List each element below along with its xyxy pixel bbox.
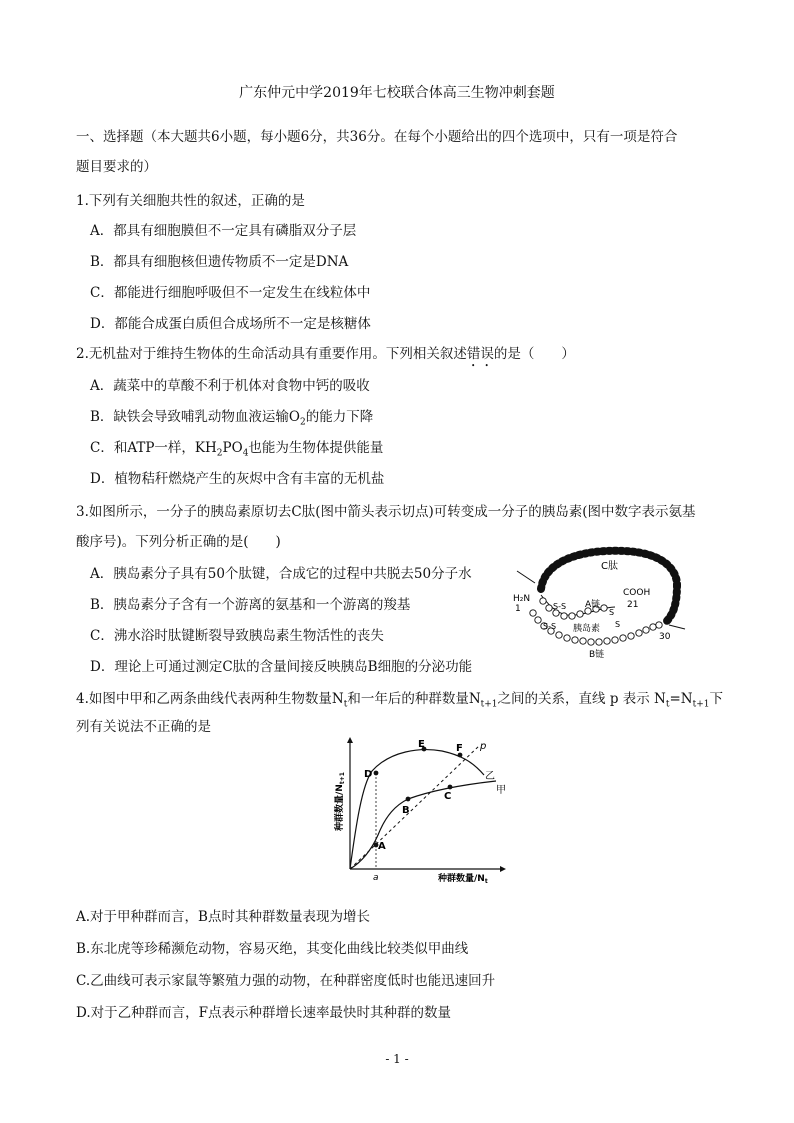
q2-stem xyxy=(76,345,575,370)
label-a-chain: A链 xyxy=(585,600,601,610)
q4-stem-sub4: t+1 xyxy=(692,699,710,710)
q2-stem-pre: 2.无机盐对于维持生物体的生命活动具有重要作用。下列相关叙述 xyxy=(76,346,467,362)
cut-arrow-left xyxy=(517,571,535,583)
label-b-chain: B链 xyxy=(589,650,605,660)
x-axis-label xyxy=(437,872,488,885)
label-curve-jia: 甲 xyxy=(496,785,506,796)
label-cooh: COOH xyxy=(623,588,651,598)
q4-option-d: D.对于乙种群而言，F点表示种群增长速率最快时其种群的数量 xyxy=(76,1005,451,1021)
cut-arrow-right xyxy=(669,625,685,629)
population-figure xyxy=(320,735,510,885)
q3-option-c: C．沸水浴时肽键断裂导致胰岛素生物活性的丧失 xyxy=(90,628,384,644)
x-axis-label-text: 种群数量/N xyxy=(438,874,485,884)
q1-option-c: C．都能进行细胞呼吸但不一定发生在线粒体中 xyxy=(90,285,371,301)
q3-option-b: B．胰岛素分子含有一个游离的氨基和一个游离的羧基 xyxy=(90,597,411,613)
q3-option-a: A．胰岛素分子具有50个肽键，合成它的过程中共脱去50分子水 xyxy=(90,566,472,582)
point-d xyxy=(374,771,379,776)
q2-option-a: A．蔬菜中的草酸不利于机体对食物中钙的吸收 xyxy=(90,378,370,394)
q4-stem-mid3: =N xyxy=(669,691,693,707)
q3-stem-line1: 3.如图所示，一分子的胰岛素原切去C肽(图中箭头表示切点)可转变成一分子的胰岛素(图中数字表示氨基 xyxy=(76,504,696,520)
q4-stem-post: 下 xyxy=(709,691,723,707)
point-c xyxy=(448,785,453,790)
label-point-b: B xyxy=(402,805,410,816)
label-curve-yi: 乙 xyxy=(485,771,495,782)
label-ss-1: S-S xyxy=(553,602,567,611)
axes xyxy=(347,737,506,872)
q2-option-c-post: 也能为生物体提供能量 xyxy=(248,440,384,456)
q2-option-d: D．植物秸秆燃烧产生的灰烬中含有丰富的无机盐 xyxy=(90,471,385,487)
curve-jia xyxy=(350,781,496,869)
label-insulin: 胰岛素 xyxy=(573,624,601,634)
label-num-21: 21 xyxy=(627,600,639,610)
curve-yi xyxy=(350,750,484,869)
q4-option-a: A.对于甲种群而言，B点时其种群数量表现为增长 xyxy=(76,909,370,925)
q4-stem-sub3: t xyxy=(665,699,670,710)
label-s-1: S xyxy=(609,608,615,617)
label-point-a: A xyxy=(378,841,386,852)
q3-stem-line2: 酸序号)。下列分析正确的是( ) xyxy=(76,534,281,550)
q2-option-b-sub: 2 xyxy=(300,417,306,428)
q2-stem-post: 的是（ ） xyxy=(493,346,575,362)
q4-stem-line1 xyxy=(76,690,723,714)
x-axis-label-sub: t xyxy=(484,878,488,885)
label-point-e: E xyxy=(418,739,425,750)
label-tick-a: a xyxy=(373,873,379,883)
q2-option-c-pre: C．和ATP一样，KH xyxy=(90,440,217,456)
label-num-1: 1 xyxy=(515,604,521,614)
q1-option-a: A．都具有细胞膜但不一定具有磷脂双分子层 xyxy=(90,223,357,239)
q4-stem-sub1: t xyxy=(343,699,348,710)
q2-option-c xyxy=(90,439,383,463)
q4-stem-pre: 4.如图中甲和乙两条曲线代表两种生物数量N xyxy=(76,691,344,707)
label-s-2: S xyxy=(615,620,621,629)
label-point-c: C xyxy=(444,791,452,802)
q1-stem: 1.下列有关细胞共性的叙述，正确的是 xyxy=(76,193,305,209)
q4-option-b: B.东北虎等珍稀濒危动物，容易灭绝，其变化曲线比较类似甲曲线 xyxy=(76,941,469,957)
label-point-d: D xyxy=(364,769,373,780)
q3-option-d: D．理论上可通过测定C肽的含量间接反映胰岛B细胞的分泌功能 xyxy=(90,659,473,675)
q2-option-c-sub1: 2 xyxy=(216,448,223,459)
point-b xyxy=(406,797,411,802)
q4-stem-mid2: 之间的关系，直线 p 表示 N xyxy=(497,691,666,707)
label-line-p: p xyxy=(480,741,487,752)
q1-option-b: B．都具有细胞核但遗传物质不一定是DNA xyxy=(90,254,349,270)
label-num-30: 30 xyxy=(659,632,671,642)
page-number: - 1 - xyxy=(385,1052,409,1066)
q2-option-b-pre: B．缺铁会导致哺乳动物血液运输O xyxy=(90,409,300,425)
q4-stem-mid1: 和一年后的种群数量N xyxy=(347,691,481,707)
insulin-figure xyxy=(505,545,720,670)
q4-stem-sub2: t+1 xyxy=(480,699,498,710)
q2-option-b-post: 的能力下降 xyxy=(305,409,374,425)
a-chain xyxy=(540,595,615,619)
q1-option-d: D．都能合成蛋白质但合成场所不一定是核糖体 xyxy=(90,316,371,332)
q2-stem-emphasis: 错误 xyxy=(466,346,494,362)
q2-option-b xyxy=(90,408,373,432)
y-axis-label-text: 种群数量/N xyxy=(335,784,345,831)
y-axis-label xyxy=(333,772,346,832)
q4-option-c: C.乙曲线可表示家鼠等繁殖力强的动物，在种群密度低时也能迅速回升 xyxy=(76,973,496,989)
label-h2n: H₂N xyxy=(513,594,531,604)
label-ss-2: S-S xyxy=(543,622,557,631)
section-heading-line1: 一、选择题（本大题共6小题，每小题6分，共36分。在每个小题给出的四个选项中，只有一项是符合 xyxy=(76,129,678,145)
y-axis-label-sub: t+1 xyxy=(339,772,346,785)
q2-option-c-sub2: 4 xyxy=(242,448,249,459)
section-heading-line2: 题目要求的） xyxy=(76,159,157,175)
page-title: 广东仲元中学2019年七校联合体高三生物冲刺套题 xyxy=(239,85,555,101)
q2-option-c-mid: PO xyxy=(222,440,243,456)
q4-stem-line2: 列有关说法不正确的是 xyxy=(76,719,211,735)
label-point-f: F xyxy=(456,743,463,754)
label-c-peptide: C肽 xyxy=(601,561,618,572)
